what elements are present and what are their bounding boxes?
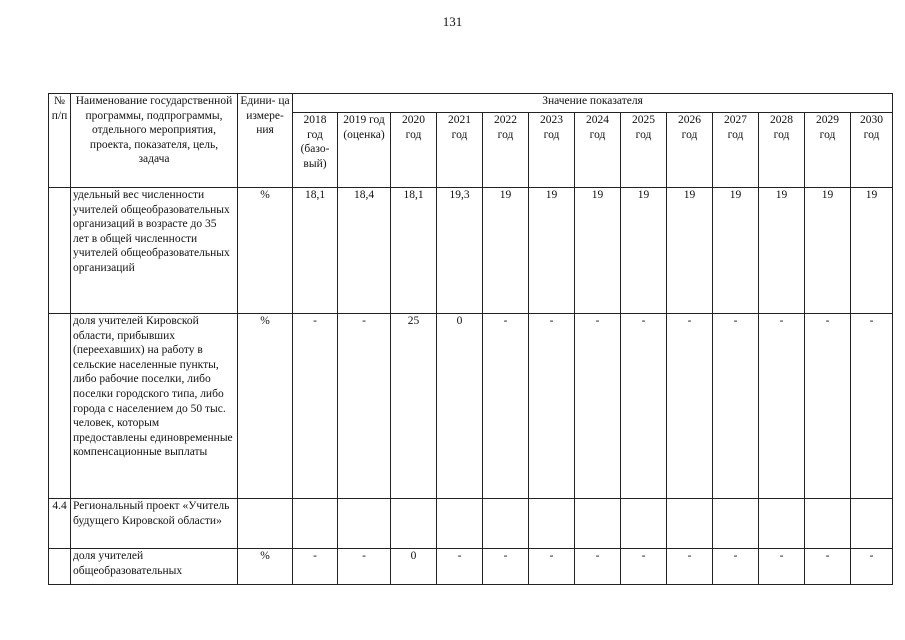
header-year: 2021 год [437,113,483,188]
row-value: - [338,549,391,585]
row-value: - [805,549,851,585]
row-value: 19,3 [437,188,483,314]
header-year: 2020 год [391,113,437,188]
row-value: - [805,314,851,499]
row-value [293,499,338,549]
row-value [437,499,483,549]
row-value: - [851,549,893,585]
row-value: - [293,549,338,585]
row-value: - [667,314,713,499]
row-number [49,549,71,585]
row-indicator-name: Региональный проект «Учитель будущего Кировской области» [71,499,238,549]
header-unit: Едини- ца измере- ния [238,94,293,188]
row-value [667,499,713,549]
row-value [391,499,437,549]
row-value: - [851,314,893,499]
row-value: - [483,314,529,499]
row-value: 0 [437,314,483,499]
row-value: 19 [667,188,713,314]
row-value: - [621,549,667,585]
row-value: - [575,549,621,585]
header-row-top [49,94,893,113]
row-value [713,499,759,549]
row-value: 18,1 [391,188,437,314]
header-year: 2019 год (оценка) [338,113,391,188]
row-unit: % [238,314,293,499]
row-value: - [529,314,575,499]
row-value: - [621,314,667,499]
header-no: № п/п [49,94,71,188]
table-row [49,188,893,314]
header-year: 2022 год [483,113,529,188]
row-value: 19 [713,188,759,314]
row-value: - [575,314,621,499]
row-number [49,188,71,314]
header-year: 2028 год [759,113,805,188]
header-year: 2018 год (базо- вый) [293,113,338,188]
header-year: 2030 год [851,113,893,188]
header-year: 2026 год [667,113,713,188]
row-value: - [338,314,391,499]
row-value: - [483,549,529,585]
header-year: 2027 год [713,113,759,188]
header-year: 2024 год [575,113,621,188]
row-indicator-name: удельный вес численности учителей общеобразовательных организаций в возрасте до 35 лет в общей численности учителей общеобразовательных организаций [71,188,238,314]
row-value [805,499,851,549]
row-value [483,499,529,549]
page-number: 131 [442,14,463,29]
row-value [529,499,575,549]
row-value: 19 [621,188,667,314]
header-year: 2029 год [805,113,851,188]
row-value: - [759,549,805,585]
row-value [338,499,391,549]
row-number [49,314,71,499]
row-value: 0 [391,549,437,585]
row-value [621,499,667,549]
row-number: 4.4 [49,499,71,549]
row-value: 25 [391,314,437,499]
row-value: 19 [759,188,805,314]
indicators-table [48,93,893,585]
row-unit [238,499,293,549]
row-value: 18,4 [338,188,391,314]
row-value: - [713,314,759,499]
row-value [851,499,893,549]
row-unit: % [238,549,293,585]
table-row [49,549,893,585]
row-value: 19 [805,188,851,314]
row-value: 19 [529,188,575,314]
row-indicator-name: доля учителей общеобразовательных [71,549,238,585]
row-unit: % [238,188,293,314]
row-value: - [713,549,759,585]
row-value: 18,1 [293,188,338,314]
header-value-group: Значение показателя [293,94,893,113]
table-row [49,499,893,549]
row-value: 19 [483,188,529,314]
row-value [759,499,805,549]
row-value: - [293,314,338,499]
row-value: 19 [851,188,893,314]
row-value: - [437,549,483,585]
header-name: Наименование государственной программы, подпрограммы, отдельного мероприятия, проекта, показателя, цель, задача [71,94,238,188]
row-value: - [667,549,713,585]
row-value: - [759,314,805,499]
row-value: - [529,549,575,585]
row-value: 19 [575,188,621,314]
header-year: 2023 год [529,113,575,188]
header-year: 2025 год [621,113,667,188]
table-row [49,314,893,499]
row-indicator-name: доля учителей Кировской области, прибывших (переехавших) на работу в сельские населенные пункты, либо рабочие поселки, либо поселки городского типа, либо города с населением до 50 тыс. человек, которым предоставлены единовременные компенсационные выплаты [71,314,238,499]
row-value [575,499,621,549]
